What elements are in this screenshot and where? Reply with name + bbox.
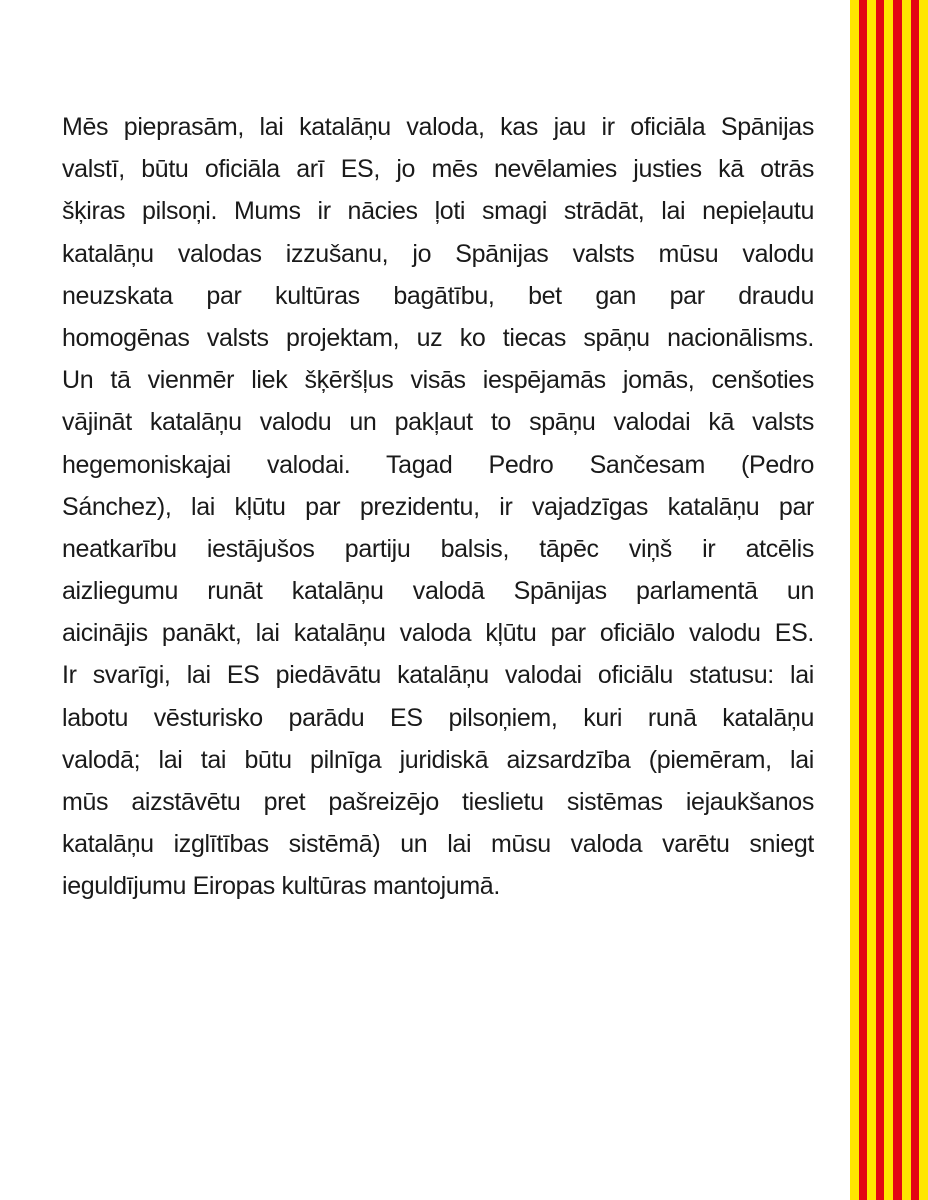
text-line: katalāņu izglītības sistēmā) un lai mūsu valoda varētu sniegt — [62, 830, 814, 859]
text-line: Sánchez), lai kļūtu par prezidentu, ir vajadzīgas katalāņu par — [62, 492, 814, 521]
yellow-stripe — [867, 0, 876, 1200]
text-line: neatkarību iestājušos partiju balsis, tāpēc viņš ir atcēlis — [62, 534, 814, 563]
text-line: valodā; lai tai būtu pilnīga juridiskā aizsardzība (piemēram, lai — [62, 745, 814, 774]
text-line: homogēnas valsts projektam, uz ko tiecas spāņu nacionālisms. — [62, 323, 814, 352]
text-line: neuzskata par kultūras bagātību, bet gan par draudu — [62, 281, 814, 310]
red-stripe — [893, 0, 901, 1200]
body-text — [62, 106, 814, 1106]
text-line: vājināt katalāņu valodu un pakļaut to spāņu valodai kā valsts — [62, 408, 814, 437]
red-stripe — [876, 0, 884, 1200]
text-line: aizliegumu runāt katalāņu valodā Spānijas parlamentā un — [62, 577, 814, 606]
text-line: labotu vēsturisko parādu ES pilsoņiem, kuri runā katalāņu — [62, 703, 814, 732]
yellow-stripe — [884, 0, 893, 1200]
catalan-flag-stripes — [850, 0, 928, 1200]
text-line: aicinājis panākt, lai katalāņu valoda kļūtu par oficiālo valodu ES. — [62, 619, 814, 648]
text-line: mūs aizstāvētu pret pašreizējo tieslietu sistēmas iejaukšanos — [62, 788, 814, 816]
yellow-stripe — [919, 0, 928, 1200]
text-line: hegemoniskajai valodai. Tagad Pedro Sančesam (Pedro — [62, 450, 814, 479]
text-line: Ir svarīgi, lai ES piedāvātu katalāņu valodai oficiālu statusu: lai — [62, 661, 814, 690]
text-line-last: ieguldījumu Eiropas kultūras mantojumā. — [62, 872, 500, 901]
text-line: katalāņu valodas izzušanu, jo Spānijas valsts mūsu valodu — [62, 239, 814, 268]
yellow-stripe — [850, 0, 859, 1200]
text-line: Mēs pieprasām, lai katalāņu valoda, kas jau ir oficiāla Spānijas — [62, 113, 814, 141]
text-line: šķiras pilsoņi. Mums ir nācies ļoti smagi strādāt, lai nepieļautu — [62, 197, 814, 226]
text-line: Un tā vienmēr liek šķēršļus visās iespējamās jomās, cenšoties — [62, 366, 814, 395]
red-stripe — [911, 0, 919, 1200]
yellow-stripe — [902, 0, 911, 1200]
red-stripe — [859, 0, 867, 1200]
text-line: valstī, būtu oficiāla arī ES, jo mēs nevēlamies justies kā otrās — [62, 155, 814, 184]
